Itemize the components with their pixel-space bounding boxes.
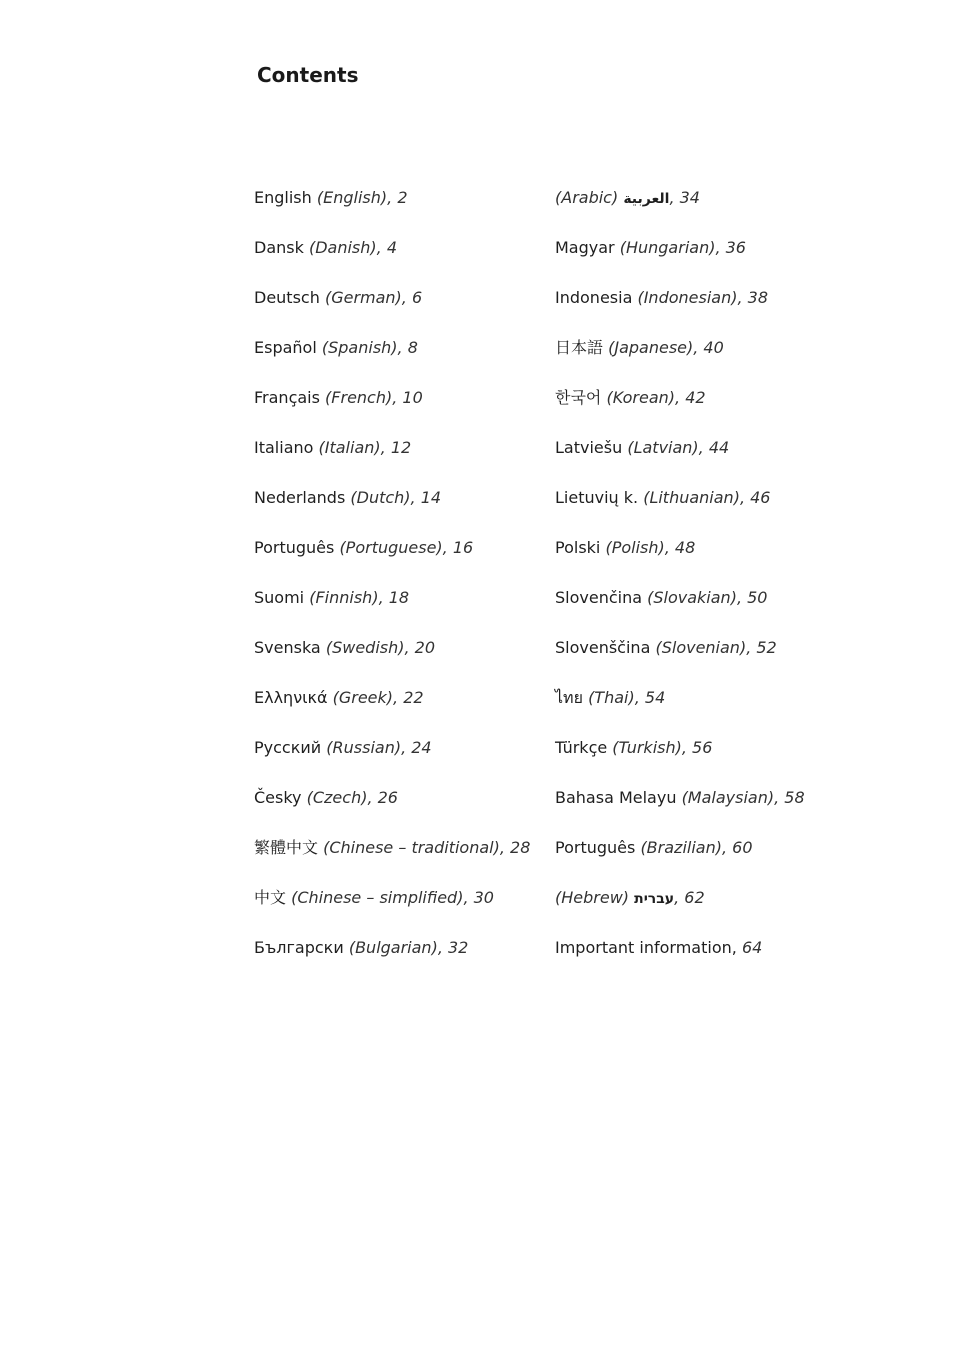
- toc-entry[interactable]: Slovenčina (Slovakian), 50: [555, 588, 768, 607]
- toc-entry[interactable]: English (English), 2: [254, 188, 408, 207]
- language-native-name: العربية: [623, 191, 670, 207]
- language-native-name: Български: [254, 938, 344, 957]
- language-native-name: Français: [254, 388, 320, 407]
- page-number: 64: [741, 938, 763, 957]
- page-number: 38: [747, 288, 768, 307]
- toc-entry[interactable]: Indonesia (Indonesian), 38: [555, 288, 768, 307]
- toc-left-column: [254, 183, 544, 983]
- page-number: 20: [414, 638, 436, 657]
- language-native-name: ไทย: [555, 688, 583, 707]
- language-english-name: (English): [316, 188, 388, 207]
- page-number: 50: [747, 588, 768, 607]
- page-number: 10: [402, 388, 423, 407]
- language-native-name: Lietuvių k.: [555, 488, 639, 507]
- language-english-name: (Korean): [606, 388, 676, 407]
- language-english-name: (Hebrew): [555, 888, 630, 907]
- toc-entry[interactable]: Svenska (Swedish), 20: [254, 638, 436, 657]
- language-native-name: Português: [254, 538, 335, 557]
- language-english-name: (Spanish): [321, 338, 398, 357]
- toc-entry[interactable]: Lietuvių k. (Lithuanian), 46: [555, 488, 771, 507]
- language-native-name: Slovenščina: [555, 638, 651, 657]
- toc-entry[interactable]: Magyar (Hungarian), 36: [555, 238, 746, 257]
- toc-entry[interactable]: Português (Brazilian), 60: [555, 838, 753, 857]
- language-native-name: Deutsch: [254, 288, 320, 307]
- language-english-name: (Czech): [306, 788, 368, 807]
- language-native-name: Suomi: [254, 588, 305, 607]
- toc-entry[interactable]: (Arabic) العربية, 34: [555, 188, 700, 207]
- page-number: 62: [684, 888, 705, 907]
- toc-entry[interactable]: Português (Portuguese), 16: [254, 538, 474, 557]
- page-number: 56: [692, 738, 713, 757]
- language-english-name: (Russian): [326, 738, 402, 757]
- language-native-name: Ελληνικά: [254, 688, 328, 707]
- toc-entry[interactable]: 中文 (Chinese – simplified), 30: [254, 888, 494, 907]
- language-english-name: (Indonesian): [637, 288, 738, 307]
- language-native-name: Polski: [555, 538, 601, 557]
- toc-entry[interactable]: Slovenščina (Slovenian), 52: [555, 638, 777, 657]
- language-english-name: (Brazilian): [640, 838, 722, 857]
- language-english-name: (Slovenian): [655, 638, 747, 657]
- toc-entry[interactable]: 한국어 (Korean), 42: [555, 388, 706, 407]
- language-english-name: (Latvian): [627, 438, 699, 457]
- page-number: 26: [377, 788, 398, 807]
- page-number: 60: [732, 838, 753, 857]
- language-native-name: Svenska: [254, 638, 321, 657]
- language-english-name: (Malaysian): [681, 788, 775, 807]
- toc-entry[interactable]: 日本語 (Japanese), 40: [555, 338, 724, 357]
- page-number: 36: [725, 238, 746, 257]
- language-native-name: Русский: [254, 738, 322, 757]
- page-number: 48: [674, 538, 696, 557]
- language-english-name: (German): [324, 288, 402, 307]
- language-english-name: (Polish): [605, 538, 665, 557]
- toc-entry[interactable]: Español (Spanish), 8: [254, 338, 418, 357]
- page-title: Contents: [257, 63, 359, 87]
- page-number: 2: [397, 188, 408, 207]
- language-english-name: (Arabic): [555, 188, 619, 207]
- page-number: 22: [403, 688, 424, 707]
- page-number: 40: [703, 338, 724, 357]
- page-number: 16: [452, 538, 474, 557]
- page-number: 52: [756, 638, 777, 657]
- toc-entry[interactable]: Suomi (Finnish), 18: [254, 588, 410, 607]
- toc-entry[interactable]: ไทย (Thai), 54: [555, 688, 666, 707]
- language-english-name: (Finnish): [309, 588, 379, 607]
- toc-entry[interactable]: Dansk (Danish), 4: [254, 238, 397, 257]
- toc-entry[interactable]: [555, 933, 865, 983]
- toc-entry[interactable]: Bahasa Melayu (Malaysian), 58: [555, 788, 805, 807]
- page-number: 4: [386, 238, 397, 257]
- language-english-name: (Slovakian): [647, 588, 737, 607]
- page-number: 54: [644, 688, 666, 707]
- page-number: 30: [473, 888, 494, 907]
- language-native-name: Português: [555, 838, 636, 857]
- toc-entry[interactable]: Deutsch (German), 6: [254, 288, 423, 307]
- page-number: 14: [420, 488, 442, 507]
- language-english-name: (Chinese – simplified): [291, 888, 464, 907]
- page-number: 42: [685, 388, 706, 407]
- toc-entry[interactable]: Ελληνικά (Greek), 22: [254, 688, 424, 707]
- toc-entry[interactable]: Български (Bulgarian), 32: [254, 938, 469, 957]
- language-english-name: (Portuguese): [339, 538, 443, 557]
- language-english-name: (Greek): [332, 688, 394, 707]
- page-number: 46: [750, 488, 771, 507]
- page-number: 6: [411, 288, 423, 307]
- language-native-name: עברית: [634, 891, 675, 907]
- language-english-name: (French): [325, 388, 393, 407]
- language-english-name: (Italian): [318, 438, 381, 457]
- toc-entry[interactable]: 繁體中文 (Chinese – traditional), 28: [254, 838, 531, 857]
- page-number: 12: [390, 438, 412, 457]
- toc-entry[interactable]: Polski (Polish), 48: [555, 538, 696, 557]
- page-number: 34: [679, 188, 700, 207]
- page-number: 24: [411, 738, 432, 757]
- language-english-name: (Hungarian): [619, 238, 716, 257]
- page-number: 32: [447, 938, 469, 957]
- language-native-name: Türkçe: [555, 738, 608, 757]
- language-native-name: Nederlands: [254, 488, 346, 507]
- language-native-name: 日本語: [555, 338, 604, 357]
- toc-entry[interactable]: Türkçe (Turkish), 56: [555, 738, 713, 757]
- language-native-name: Latviešu: [555, 438, 623, 457]
- language-english-name: (Turkish): [612, 738, 682, 757]
- page-number: 44: [708, 438, 730, 457]
- language-native-name: Česky: [254, 788, 302, 807]
- language-english-name: (Chinese – traditional): [323, 838, 500, 857]
- toc-entry[interactable]: Česky (Czech), 26: [254, 788, 398, 807]
- language-native-name: 한국어: [555, 388, 602, 407]
- language-native-name: English: [254, 188, 312, 207]
- toc-entry[interactable]: Nederlands (Dutch), 14: [254, 488, 442, 507]
- language-native-name: Español: [254, 338, 317, 357]
- toc-entry[interactable]: Русский (Russian), 24: [254, 738, 432, 757]
- page-number: 28: [510, 838, 531, 857]
- language-native-name: Magyar: [555, 238, 615, 257]
- language-english-name: (Thai): [588, 688, 635, 707]
- language-native-name: Bahasa Melayu: [555, 788, 677, 807]
- page-number: 8: [407, 338, 418, 357]
- language-native-name: Slovenčina: [555, 588, 643, 607]
- toc-right-column: [555, 183, 865, 983]
- language-english-name: (Dutch): [350, 488, 411, 507]
- language-english-name: (Japanese): [608, 338, 694, 357]
- language-native-name: Indonesia: [555, 288, 633, 307]
- language-native-name: Dansk: [254, 238, 304, 257]
- toc-entry[interactable]: Latviešu (Latvian), 44: [555, 438, 730, 457]
- language-native-name: 繁體中文: [254, 838, 319, 857]
- toc-entry[interactable]: Italiano (Italian), 12: [254, 438, 412, 457]
- page-number: 58: [784, 788, 805, 807]
- language-native-name: 中文: [254, 888, 287, 907]
- page-number: 18: [388, 588, 410, 607]
- language-english-name: (Swedish): [325, 638, 405, 657]
- language-english-name: (Lithuanian): [643, 488, 740, 507]
- toc-entry[interactable]: (Hebrew) עברית, 62: [555, 888, 705, 907]
- important-information-label: Important information,: [555, 938, 737, 957]
- language-english-name: (Bulgarian): [348, 938, 438, 957]
- toc-entry[interactable]: Français (French), 10: [254, 388, 423, 407]
- language-english-name: (Danish): [308, 238, 377, 257]
- language-native-name: Italiano: [254, 438, 314, 457]
